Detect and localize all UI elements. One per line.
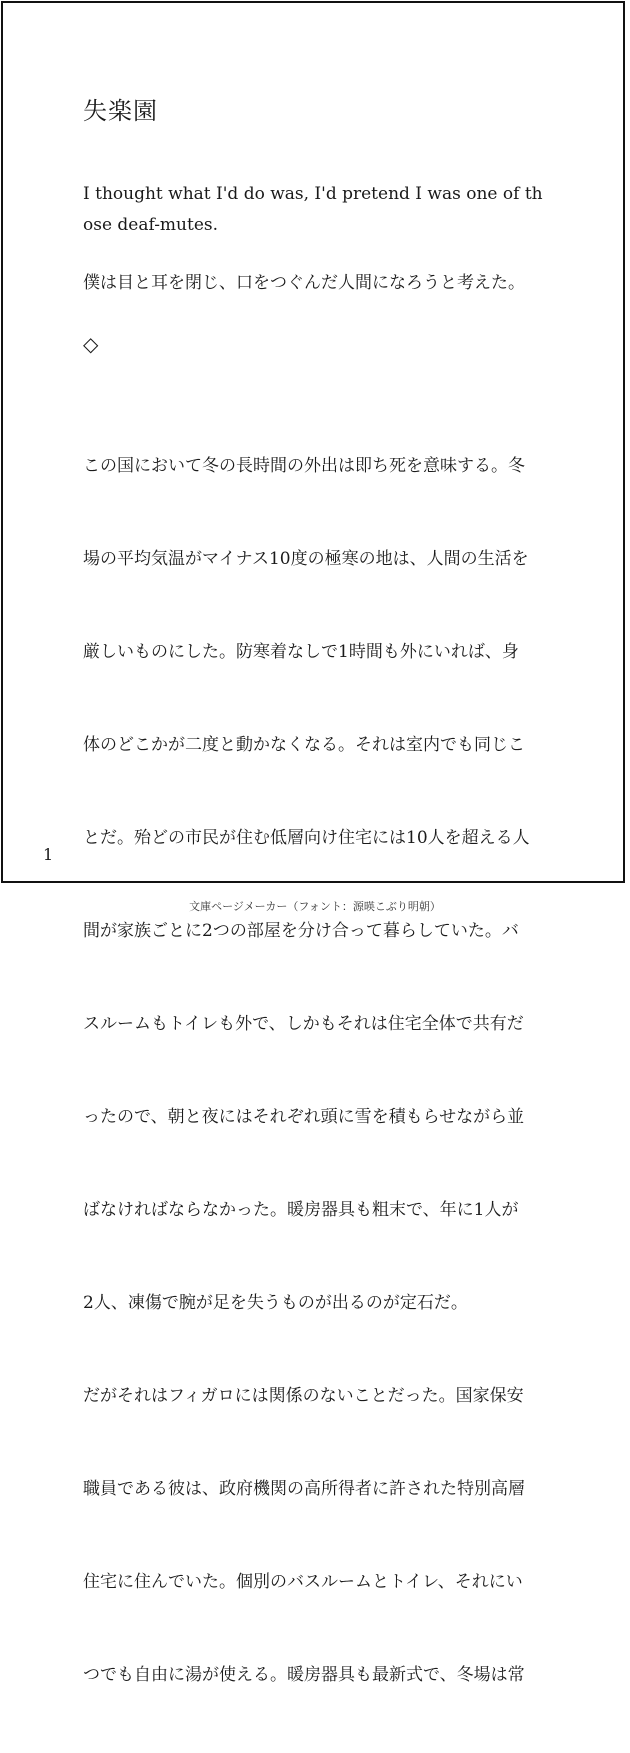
page-title: 失楽園 [83, 97, 158, 125]
body-line: 場の平均気温がマイナス10度の極寒の地は、人間の生活を [83, 549, 529, 569]
body-line: ばなければならなかった。暖房器具も粗末で、年に1人が [83, 1200, 519, 1220]
body-line: 間が家族ごとに2つの部屋を分け合って暮らしていた。バ [83, 921, 519, 941]
body-line: この国において冬の長時間の外出は即ち死を意味する。冬 [83, 456, 525, 476]
body-line: 2人、凍傷で腕が足を失うものが出るのが定石だ。 [83, 1293, 468, 1313]
body-line: 住宅に住んでいた。個別のバスルームとトイレ、それにい [83, 1572, 523, 1592]
japanese-quote: 僕は目と耳を閉じ、口をつぐんだ人間になろうと考えた。 [83, 273, 525, 293]
page-number: 1 [43, 845, 54, 864]
footer-credit: 文庫ページメーカー（フォント：源暎こぶり明朝） [189, 900, 441, 913]
body-line: だがそれはフィガロには関係のないことだった。国家保安 [83, 1386, 524, 1406]
body-line: 厳しいものにした。防寒着なしで1時間も外にいれば、身 [83, 642, 519, 662]
english-quote: I thought what I'd do was, I'd pretend I was one of th ose deaf-mutes. [83, 184, 543, 235]
body-line: ったので、朝と夜にはそれぞれ頭に雪を積もらせながら並 [83, 1107, 525, 1127]
body-text [83, 389, 553, 1753]
body-line: とだ。殆どの市民が住む低層向け住宅には10人を超える人 [83, 828, 530, 848]
section-separator: ◇ [83, 332, 99, 356]
body-line: 職員である彼は、政府機関の高所得者に許された特別高層 [83, 1479, 525, 1499]
body-line: 体のどこかが二度と動かなくなる。それは室内でも同じこ [83, 735, 525, 755]
body-line: スルームもトイレも外で、しかもそれは住宅全体で共有だ [83, 1014, 524, 1034]
body-line: つでも自由に湯が使える。暖房器具も最新式で、冬場は常 [83, 1665, 525, 1685]
